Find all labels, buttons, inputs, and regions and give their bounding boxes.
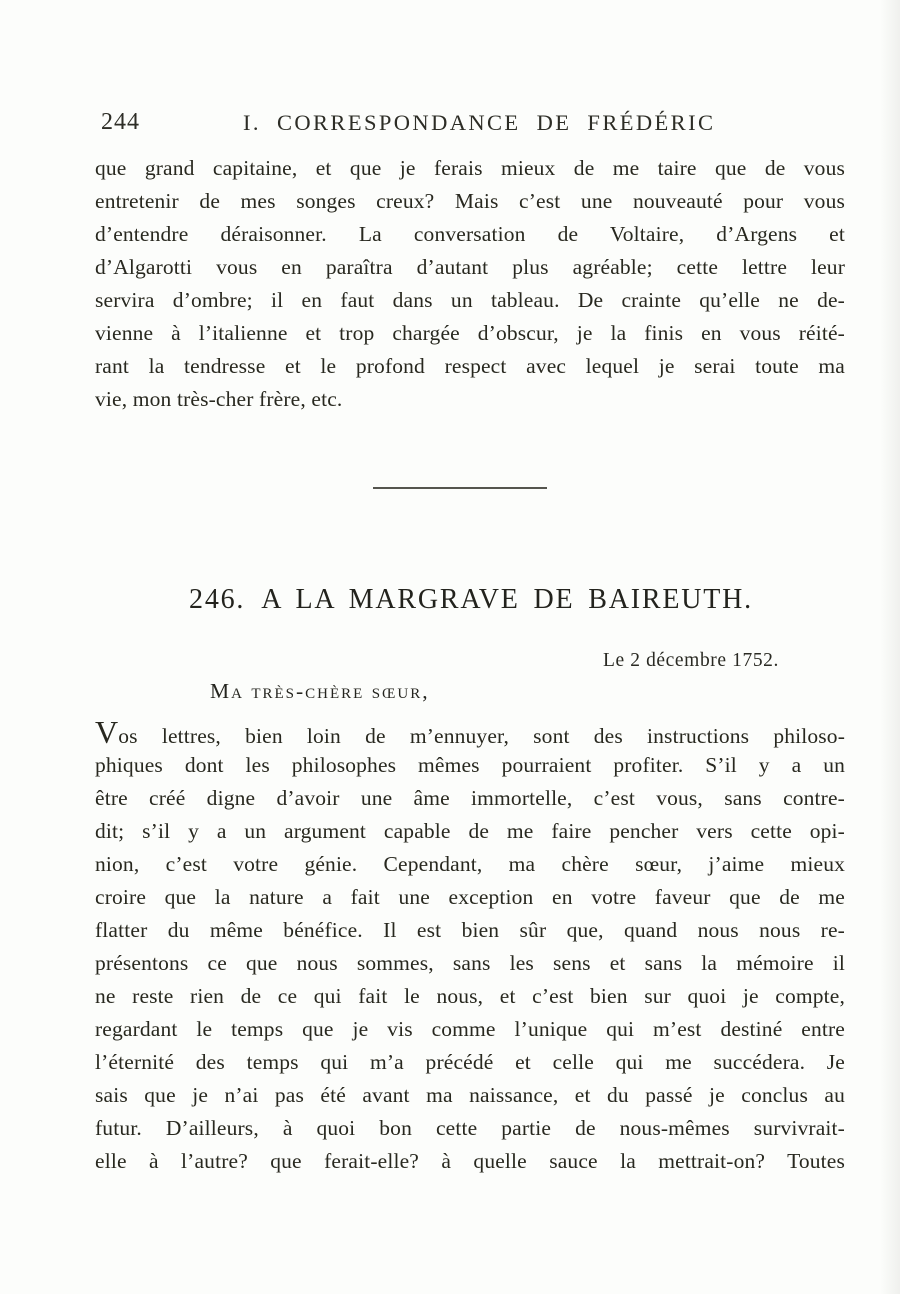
text-line (95, 716, 845, 749)
letter-body-paragraph (95, 716, 845, 1178)
letter-salutation: Ma très-chère sœur, (210, 679, 430, 703)
text-line: dit; s’il y a un argument capable de me faire pencher vers cette opi- (95, 819, 845, 843)
text-line: entretenir de mes songes creux? Mais c’est une nouveauté pour vous (95, 189, 845, 213)
text-line: flatter du même bénéfice. Il est bien sûr que, quand nous nous re- (95, 918, 845, 942)
text-line: croire que la nature a fait une exception en votre faveur que de me (95, 885, 845, 909)
text-line: être créé digne d’avoir une âme immortelle, c’est vous, sans contre- (95, 786, 845, 810)
scan-edge-shading (880, 0, 900, 1294)
drop-cap-initial: V (95, 714, 119, 750)
text-line: d’entendre déraisonner. La conversation de Voltaire, d’Argens et (95, 222, 845, 246)
text-line: l’éternité des temps qui m’a précédé et celle qui me succédera. Je (95, 1050, 845, 1074)
letter-number: 246. (189, 584, 246, 615)
text-line: rant la tendresse et le profond respect avec lequel je serai toute ma (95, 354, 845, 378)
text-line: regardant le temps que je vis comme l’unique qui m’est destiné entre (95, 1017, 845, 1041)
text-line: sais que je n’ai pas été avant ma naissance, et du passé je conclus au (95, 1083, 845, 1107)
text-line: futur. D’ailleurs, à quoi bon cette partie de nous-mêmes survivrait- (95, 1116, 845, 1140)
section-separator-rule (373, 487, 547, 489)
page-number: 244 (101, 109, 140, 135)
text-line: phiques dont les philosophes mêmes pourraient profiter. S’il y a un (95, 753, 845, 777)
text-line: elle à l’autre? que ferait-elle? à quelle sauce la mettrait-on? Toutes (95, 1149, 845, 1173)
running-header: I. CORRESPONDANCE DE FRÉDÉRIC (243, 110, 716, 135)
text-line-rest: os lettres, bien loin de m’ennuyer, sont des instructions philoso- (118, 724, 845, 748)
letter-dateline: Le 2 décembre 1752. (603, 650, 779, 671)
text-line: d’Algarotti vous en paraîtra d’autant plus agréable; cette lettre leur (95, 255, 845, 279)
text-line: que grand capitaine, et que je ferais mieux de me taire que de vous (95, 156, 845, 180)
text-line: ne reste rien de ce qui fait le nous, et c’est bien sur quoi je compte, (95, 984, 845, 1008)
text-line: servira d’ombre; il en faut dans un tableau. De crainte qu’elle ne de- (95, 288, 845, 312)
letter-title: A LA MARGRAVE DE BAIREUTH. (261, 584, 753, 615)
text-line: vie, mon très-cher frère, etc. (95, 387, 343, 411)
text-line: vienne à l’italienne et trop chargée d’obscur, je la finis en vous réité- (95, 321, 845, 345)
text-line: nion, c’est votre génie. Cependant, ma chère sœur, j’aime mieux (95, 852, 845, 876)
previous-letter-paragraph (95, 152, 845, 416)
letter-heading (95, 584, 847, 616)
text-line: présentons ce que nous sommes, sans les sens et sans la mémoire il (95, 951, 845, 975)
